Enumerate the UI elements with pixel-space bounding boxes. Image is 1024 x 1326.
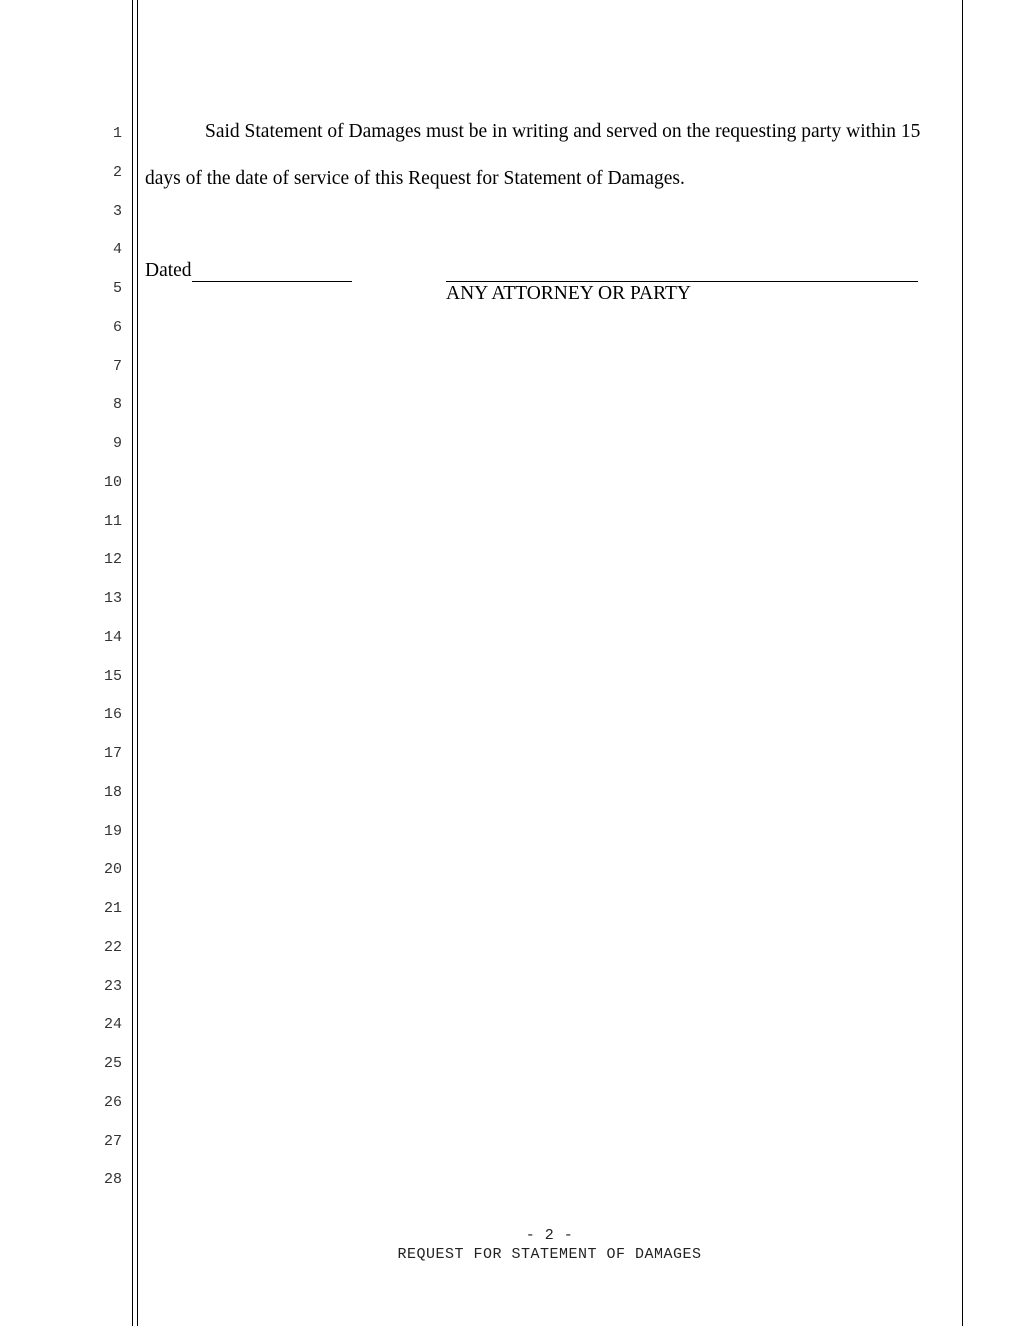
line-number: 16: [103, 706, 122, 724]
line-number: 24: [103, 1016, 122, 1034]
dated-blank-line: [192, 261, 352, 282]
left-margin-rule-inner: [137, 0, 138, 1326]
footer-document-title: REQUEST FOR STATEMENT OF DAMAGES: [397, 1246, 702, 1263]
footer-page-number: - 2 -: [525, 1227, 574, 1244]
right-margin-rule: [962, 0, 963, 1326]
line-number: 11: [103, 512, 122, 530]
line-number: 7: [112, 357, 122, 375]
line-number: 12: [103, 551, 122, 569]
line-number: 23: [103, 977, 122, 995]
line-number: 9: [112, 435, 122, 452]
line-number: 22: [103, 938, 122, 956]
line-number: 6: [112, 318, 122, 336]
line-number: 25: [103, 1055, 122, 1072]
signer-label: ANY ATTORNEY OR PARTY: [446, 283, 691, 304]
line-number: 14: [103, 628, 122, 646]
line-number-column: [86, 0, 122, 1326]
line-number: 4: [112, 241, 122, 259]
line-number: 5: [112, 280, 122, 297]
paragraph-line-2: days of the date of service of this Request for Statement of Damages.: [145, 168, 685, 189]
line-number: 15: [103, 667, 122, 685]
line-number: 27: [103, 1132, 122, 1150]
line-number: 20: [103, 861, 122, 879]
dated-field: [145, 260, 352, 282]
line-number: 17: [103, 745, 122, 762]
signature-line: [446, 281, 918, 282]
line-number: 18: [103, 783, 122, 801]
line-number: 13: [103, 590, 122, 607]
line-number: 26: [103, 1093, 122, 1111]
dated-label: Dated: [145, 260, 192, 281]
line-number: 28: [103, 1171, 122, 1189]
line-number: 2: [112, 163, 122, 181]
paragraph-line-1: Said Statement of Damages must be in writing and served on the requesting party within 15: [205, 121, 921, 142]
line-number: 21: [103, 900, 122, 917]
line-number: 1: [112, 125, 122, 142]
left-margin-rule: [132, 0, 133, 1326]
line-number: 8: [112, 396, 122, 414]
line-number: 3: [112, 202, 122, 220]
line-number: 10: [103, 473, 122, 491]
line-number: 19: [103, 822, 122, 840]
